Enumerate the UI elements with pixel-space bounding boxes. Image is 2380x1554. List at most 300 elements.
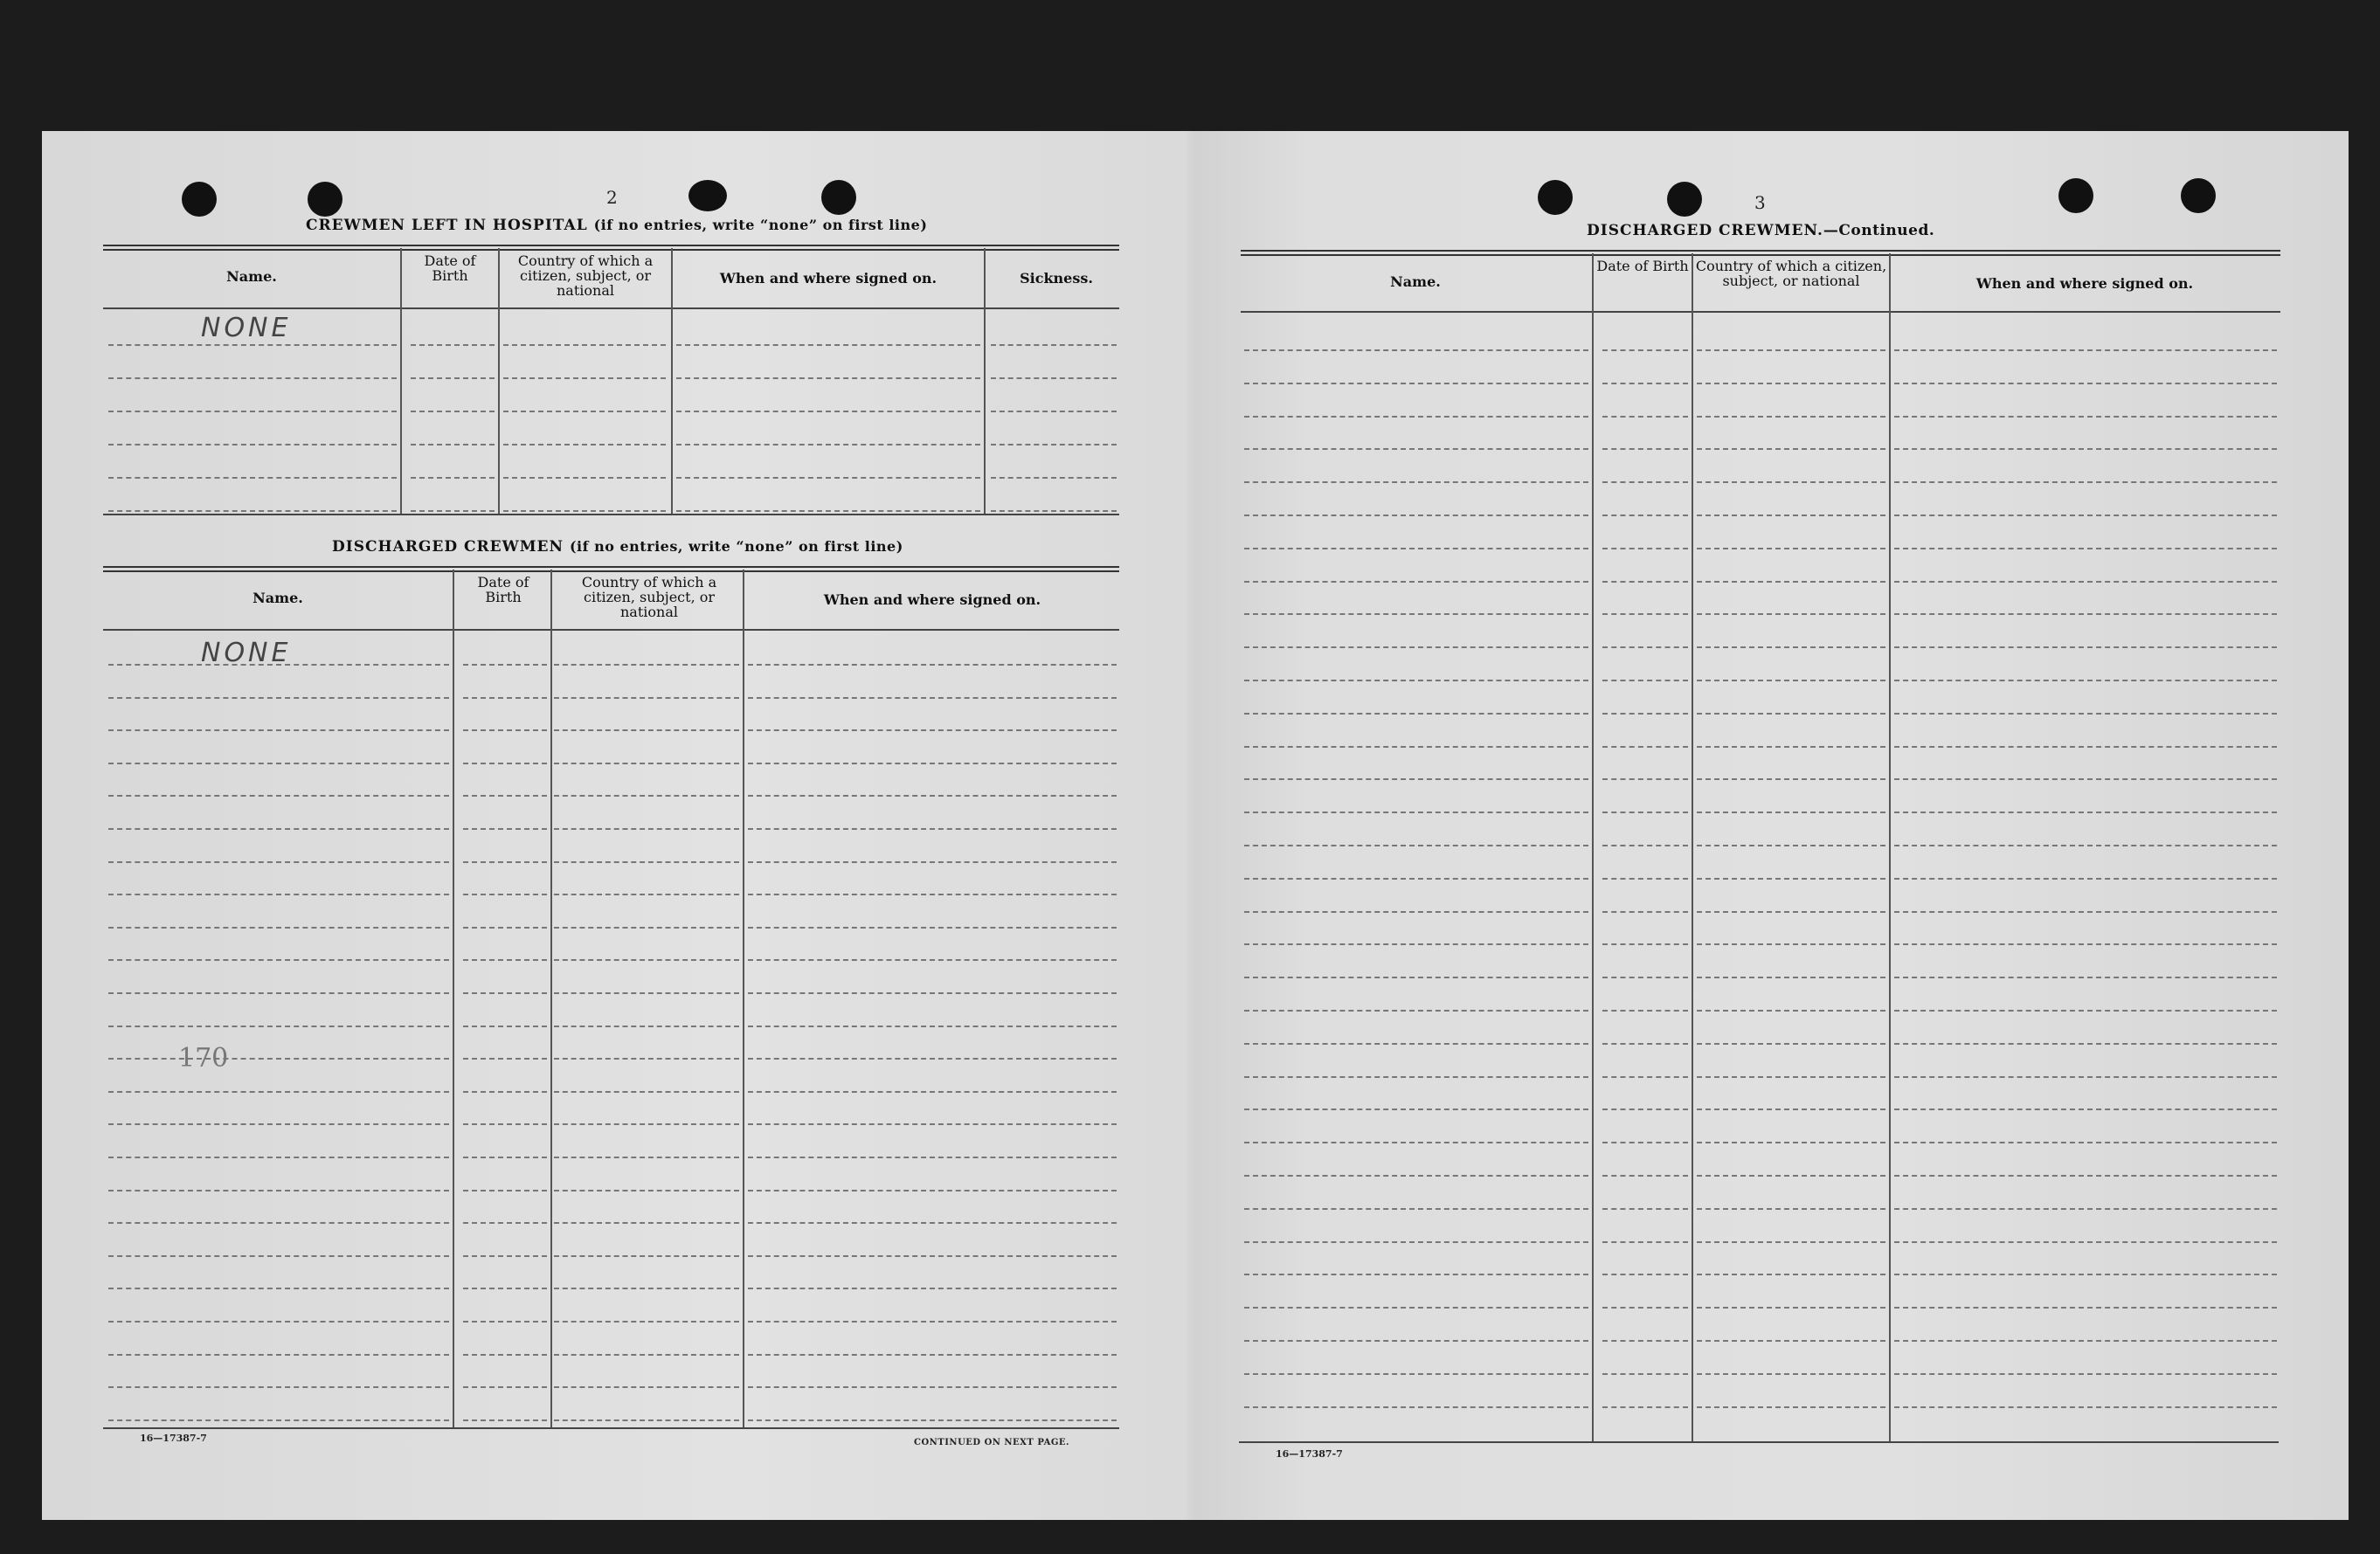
entry-line [1697, 746, 1885, 748]
discharged-instruction: (if no entries, write “none” on first line) [569, 538, 903, 555]
entry-line [108, 664, 449, 666]
entry-line [1602, 1274, 1688, 1275]
entry-line [1894, 581, 2277, 583]
entry-line [108, 927, 449, 929]
entry-line [108, 729, 449, 731]
hospital-instruction: (if no entries, write “none” on first line) [593, 217, 928, 233]
entry-line [108, 1190, 449, 1191]
entry-line [1244, 1406, 1588, 1408]
entry-line [1602, 746, 1688, 748]
entry-line [1697, 911, 1885, 913]
entry-line [1697, 581, 1885, 583]
entry-line [1244, 713, 1588, 715]
entry-line [676, 344, 980, 346]
entry-line [1244, 1175, 1588, 1177]
entry-line [1244, 448, 1588, 450]
right-title-text: DISCHARGED CREWMEN. [1587, 222, 1823, 239]
entry-line [108, 828, 449, 830]
entry-line [1602, 548, 1688, 549]
entry-line [1894, 646, 2277, 648]
entry-line [503, 477, 666, 479]
entry-line [748, 927, 1117, 929]
entry-line [1697, 448, 1885, 450]
entry-line [676, 377, 980, 379]
entry-line [1697, 383, 1885, 384]
page-number-right: 3 [1754, 192, 1766, 213]
entry-line [554, 992, 739, 994]
entry-line [554, 1091, 739, 1093]
entry-line [108, 795, 449, 797]
entry-line [1697, 1406, 1885, 1408]
entry-line [108, 1222, 449, 1224]
entry-line [108, 763, 449, 764]
entry-line [1697, 1373, 1885, 1375]
hospital-section-title [306, 217, 927, 234]
entry-line [108, 510, 397, 512]
entry-line [554, 828, 739, 830]
entry-line [1602, 812, 1688, 813]
entry-line [554, 1190, 739, 1191]
entry-line [1602, 680, 1688, 681]
entry-line [411, 344, 495, 346]
entry-line [1244, 581, 1588, 583]
entry-line [1244, 845, 1588, 846]
entry-line [1602, 943, 1688, 945]
entry-line [411, 444, 495, 445]
entry-line [554, 927, 739, 929]
entry-line [108, 959, 449, 961]
entry-line [463, 1288, 547, 1289]
entry-line [503, 344, 666, 346]
entry-line [108, 1255, 449, 1257]
entry-line [1244, 911, 1588, 913]
entry-line [1697, 481, 1885, 483]
entry-line [1894, 481, 2277, 483]
entry-line [108, 344, 397, 346]
entry-line [463, 1157, 547, 1158]
entry-line [1244, 1373, 1588, 1375]
entry-line [411, 510, 495, 512]
entry-line [554, 1386, 739, 1388]
entry-line [748, 763, 1117, 764]
entry-line [108, 1091, 449, 1093]
entry-line [1697, 515, 1885, 516]
entry-line [1894, 778, 2277, 780]
entry-line [1894, 1307, 2277, 1309]
entry-line [554, 861, 739, 863]
entry-line [1244, 812, 1588, 813]
entry-line [1244, 1010, 1588, 1012]
entry-line [463, 1123, 547, 1125]
entry-line [1602, 646, 1688, 648]
entry-line [1894, 1373, 2277, 1375]
entry-line [1697, 1010, 1885, 1012]
hospital-table-bottom-rule [103, 514, 1119, 515]
entry-line [411, 477, 495, 479]
binder-hole [182, 182, 217, 217]
entry-line [748, 1026, 1117, 1027]
entry-line [1697, 1175, 1885, 1177]
entry-line [554, 1058, 739, 1060]
entry-line [676, 477, 980, 479]
right-header-signed: When and where signed on. [1975, 275, 2194, 292]
entry-line [1894, 812, 2277, 813]
discharged-table-top-rule [103, 566, 1119, 572]
entry-line [463, 1091, 547, 1093]
entry-line [1244, 746, 1588, 748]
entry-line [1697, 1076, 1885, 1078]
entry-line [554, 1255, 739, 1257]
hospital-header-country: Country of which a citizen, subject, or national [517, 252, 654, 299]
entry-line [1697, 1340, 1885, 1342]
entry-line [1894, 383, 2277, 384]
entry-line [991, 510, 1117, 512]
right-col-divider [1692, 253, 1693, 1443]
binder-hole [821, 180, 856, 215]
right-table-bottom-rule [1239, 1441, 2279, 1443]
entry-line [554, 664, 739, 666]
discharged-section-title [332, 538, 903, 556]
stamp-number: 170 [178, 1043, 229, 1074]
entry-line [1697, 977, 1885, 978]
entry-line [463, 1190, 547, 1191]
entry-line [748, 1190, 1117, 1191]
entry-line [1244, 977, 1588, 978]
discharged-title-text: DISCHARGED CREWMEN [332, 538, 564, 556]
entry-line [1894, 1076, 2277, 1078]
entry-line [1602, 911, 1688, 913]
entry-line [676, 510, 980, 512]
entry-line [1602, 845, 1688, 846]
entry-line [991, 477, 1117, 479]
entry-line [463, 763, 547, 764]
continued-note: CONTINUED ON NEXT PAGE. [914, 1438, 1070, 1447]
entry-line [463, 1026, 547, 1027]
hospital-col-divider [984, 248, 986, 514]
entry-line [1697, 1307, 1885, 1309]
entry-line [748, 1321, 1117, 1323]
entry-line [1602, 383, 1688, 384]
entry-line [554, 763, 739, 764]
hospital-entry-none: NONE [201, 313, 292, 343]
right-header-country: Country of which a citizen, subject, or national [1695, 258, 1887, 289]
entry-line [748, 828, 1117, 830]
entry-line [554, 729, 739, 731]
entry-line [748, 992, 1117, 994]
entry-line [554, 697, 739, 699]
entry-line [554, 795, 739, 797]
entry-line [554, 1026, 739, 1027]
entry-line [1244, 1043, 1588, 1045]
entry-line [463, 894, 547, 895]
entry-line [1244, 548, 1588, 549]
entry-line [748, 1386, 1117, 1388]
discharged-header-bottom-rule [103, 629, 1119, 631]
entry-line [1602, 1406, 1688, 1408]
entry-line [1602, 1241, 1688, 1243]
entry-line [748, 664, 1117, 666]
entry-line [748, 1091, 1117, 1093]
form-number-right: 16—17387-7 [1276, 1448, 1343, 1460]
binder-hole [2058, 178, 2093, 213]
entry-line [1244, 1109, 1588, 1110]
entry-line [1602, 1373, 1688, 1375]
entry-line [748, 1157, 1117, 1158]
hospital-col-divider [671, 248, 673, 514]
entry-line [503, 411, 666, 412]
entry-line [108, 1386, 449, 1388]
entry-line [1244, 1340, 1588, 1342]
right-header-bottom-rule [1241, 311, 2280, 313]
entry-line [676, 444, 980, 445]
entry-line [1602, 1208, 1688, 1210]
discharged-header-name: Name. [253, 590, 303, 606]
entry-line [411, 377, 495, 379]
entry-line [748, 959, 1117, 961]
entry-line [1602, 1307, 1688, 1309]
entry-line [503, 377, 666, 379]
entry-line [554, 894, 739, 895]
hospital-title-text: CREWMEN LEFT IN HOSPITAL [306, 217, 588, 234]
entry-line [1244, 646, 1588, 648]
entry-line [503, 510, 666, 512]
binder-hole [2181, 178, 2216, 213]
discharged-entry-none: NONE [201, 638, 292, 668]
entry-line [108, 477, 397, 479]
document-spread [42, 131, 2349, 1520]
discharged-header-country: Country of which a citizen, subject, or national [581, 574, 717, 620]
entry-line [1894, 1010, 2277, 1012]
entry-line [1244, 515, 1588, 516]
right-header-dob: Date of Birth [1596, 258, 1689, 274]
entry-line [108, 444, 397, 445]
entry-line [463, 1058, 547, 1060]
entry-line [108, 1157, 449, 1158]
entry-line [463, 927, 547, 929]
right-header-name: Name. [1390, 273, 1441, 290]
entry-line [108, 1123, 449, 1125]
entry-line [554, 1222, 739, 1224]
entry-line [1894, 943, 2277, 945]
hospital-col-divider [400, 248, 402, 514]
entry-line [1244, 481, 1588, 483]
entry-line [1697, 713, 1885, 715]
form-number-left: 16—17387-7 [140, 1433, 207, 1444]
entry-line [1602, 1109, 1688, 1110]
entry-line [108, 894, 449, 895]
entry-line [1244, 1142, 1588, 1143]
entry-line [1244, 1076, 1588, 1078]
entry-line [554, 1419, 739, 1421]
right-table-top-rule [1241, 250, 2280, 256]
entry-line [1602, 1340, 1688, 1342]
entry-line [108, 992, 449, 994]
entry-line [554, 1123, 739, 1125]
entry-line [1244, 416, 1588, 418]
entry-line [1697, 1274, 1885, 1275]
entry-line [108, 1026, 449, 1027]
entry-line [1602, 1010, 1688, 1012]
entry-line [463, 1321, 547, 1323]
entry-line [1602, 1175, 1688, 1177]
entry-line [1894, 878, 2277, 880]
entry-line [108, 1321, 449, 1323]
entry-line [1697, 646, 1885, 648]
entry-line [1894, 1208, 2277, 1210]
right-title-suffix: —Continued. [1823, 222, 1935, 239]
entry-line [108, 697, 449, 699]
entry-line [1602, 1142, 1688, 1143]
entry-line [991, 444, 1117, 445]
entry-line [1244, 613, 1588, 615]
discharged-col-divider [453, 570, 454, 1427]
entry-line [463, 664, 547, 666]
entry-line [1602, 515, 1688, 516]
entry-line [463, 795, 547, 797]
entry-line [1894, 448, 2277, 450]
entry-line [463, 959, 547, 961]
entry-line [1602, 778, 1688, 780]
entry-line [1894, 1109, 2277, 1110]
entry-line [1894, 613, 2277, 615]
right-col-divider [1592, 253, 1594, 1443]
entry-line [1697, 1241, 1885, 1243]
entry-line [554, 1157, 739, 1158]
binder-hole [1667, 182, 1702, 217]
entry-line [748, 894, 1117, 895]
entry-line [1244, 680, 1588, 681]
entry-line [991, 377, 1117, 379]
entry-line [748, 1255, 1117, 1257]
entry-line [1602, 1043, 1688, 1045]
entry-line [1894, 515, 2277, 516]
entry-line [463, 1222, 547, 1224]
entry-line [676, 411, 980, 412]
entry-line [1244, 778, 1588, 780]
binder-hole [688, 180, 727, 211]
entry-line [554, 1354, 739, 1356]
entry-line [1894, 746, 2277, 748]
hospital-table-top-rule [103, 245, 1119, 251]
entry-line [748, 697, 1117, 699]
discharged-header-signed: When and where signed on. [823, 591, 1041, 608]
hospital-header-sickness: Sickness. [1020, 270, 1093, 287]
hospital-header-dob: Date of Birth [424, 252, 476, 284]
entry-line [1697, 613, 1885, 615]
entry-line [1894, 680, 2277, 681]
discharged-col-divider [743, 570, 744, 1427]
entry-line [1894, 1241, 2277, 1243]
entry-line [554, 959, 739, 961]
discharged-table-bottom-rule [103, 1427, 1119, 1429]
entry-line [463, 861, 547, 863]
entry-line [1894, 349, 2277, 351]
entry-line [108, 377, 397, 379]
entry-line [1894, 1142, 2277, 1143]
entry-line [1602, 349, 1688, 351]
entry-line [554, 1288, 739, 1289]
entry-line [1244, 1241, 1588, 1243]
entry-line [1894, 1043, 2277, 1045]
entry-line [1244, 349, 1588, 351]
entry-line [748, 729, 1117, 731]
entry-line [748, 1123, 1117, 1125]
entry-line [1697, 349, 1885, 351]
page-number-left: 2 [606, 187, 618, 208]
entry-line [1697, 680, 1885, 681]
binder-hole [1538, 180, 1573, 215]
entry-line [1697, 1142, 1885, 1143]
entry-line [1697, 416, 1885, 418]
entry-line [1244, 383, 1588, 384]
entry-line [1602, 977, 1688, 978]
entry-line [1602, 448, 1688, 450]
entry-line [748, 1288, 1117, 1289]
entry-line [1697, 812, 1885, 813]
discharged-header-dob: Date of Birth [477, 574, 529, 605]
right-section-title [1587, 222, 1934, 239]
entry-line [748, 795, 1117, 797]
entry-line [108, 411, 397, 412]
entry-line [108, 1354, 449, 1356]
entry-line [1602, 1076, 1688, 1078]
entry-line [748, 861, 1117, 863]
entry-line [991, 411, 1117, 412]
entry-line [991, 344, 1117, 346]
entry-line [1602, 416, 1688, 418]
entry-line [554, 1321, 739, 1323]
entry-line [1697, 1208, 1885, 1210]
entry-line [1894, 977, 2277, 978]
entry-line [463, 729, 547, 731]
entry-line [748, 1419, 1117, 1421]
hospital-col-divider [498, 248, 500, 514]
entry-line [1244, 1274, 1588, 1275]
entry-line [748, 1354, 1117, 1356]
entry-line [1244, 878, 1588, 880]
entry-line [1697, 1043, 1885, 1045]
entry-line [1697, 548, 1885, 549]
entry-line [1894, 911, 2277, 913]
entry-line [1602, 878, 1688, 880]
hospital-header-signed: When and where signed on. [719, 270, 937, 287]
entry-line [108, 1058, 449, 1060]
entry-line [463, 828, 547, 830]
entry-line [1894, 1340, 2277, 1342]
entry-line [1602, 581, 1688, 583]
entry-line [503, 444, 666, 445]
entry-line [1894, 845, 2277, 846]
binder-hole [308, 182, 342, 217]
entry-line [1697, 878, 1885, 880]
entry-line [1697, 778, 1885, 780]
entry-line [1894, 1175, 2277, 1177]
right-col-divider [1889, 253, 1891, 1443]
entry-line [1697, 845, 1885, 846]
entry-line [748, 1058, 1117, 1060]
entry-line [1602, 613, 1688, 615]
entry-line [1894, 1406, 2277, 1408]
entry-line [1894, 1274, 2277, 1275]
entry-line [1894, 416, 2277, 418]
entry-line [463, 1354, 547, 1356]
entry-line [108, 861, 449, 863]
hospital-header-name: Name. [226, 268, 277, 285]
entry-line [411, 411, 495, 412]
entry-line [463, 697, 547, 699]
entry-line [1602, 713, 1688, 715]
entry-line [463, 1386, 547, 1388]
